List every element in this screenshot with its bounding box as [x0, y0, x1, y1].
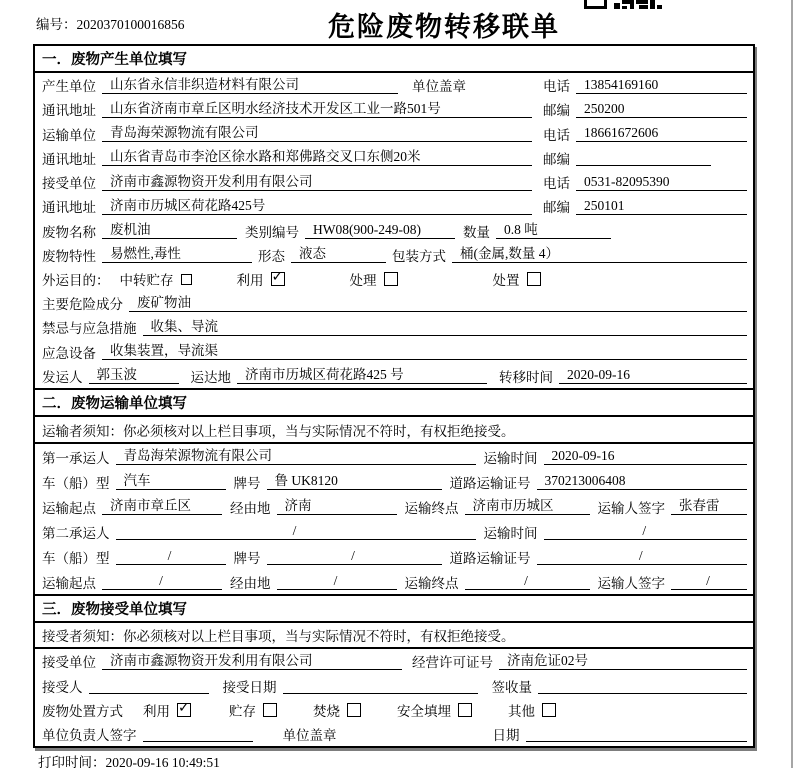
transfer-time-label: 转移时间: [499, 369, 553, 385]
producer-address-label: 通讯地址: [42, 103, 96, 119]
row-transporter-left: [42, 124, 543, 144]
responsible-signature-value: [143, 725, 253, 742]
disposal-option-storage: [229, 700, 277, 720]
vehicle2-license-value: /: [537, 548, 748, 565]
carrier1-label: 第一承运人: [42, 450, 110, 466]
carrier1-value: 青岛海荣源物流有限公司: [116, 448, 476, 465]
receiver-notice-text: 接受者须知：你必须核对以上栏目事项，当与实际情况不符时，有权拒绝接受。: [42, 629, 515, 645]
disposal-option-incinerate: [313, 700, 361, 720]
producer-zip-value: 250200: [576, 101, 747, 118]
transporter-phone-value: 18661672606: [576, 125, 747, 142]
row-accept-unit: [35, 649, 753, 673]
disposal-option-incinerate-checkbox: [347, 703, 361, 717]
shipper-value: 郭玉波: [89, 367, 179, 384]
waste-quantity-label: 数量: [463, 224, 490, 240]
transporter-phone-label: 电话: [543, 127, 570, 143]
equipment-value: 收集装置，导流渠: [102, 343, 747, 360]
destination-label: 运达地: [190, 369, 231, 385]
measures-label: 禁忌与应急措施: [42, 321, 137, 337]
route1-via-value: 济南: [277, 498, 397, 515]
row-receiver-left: [42, 172, 543, 192]
waste-quantity-value: 0.8 吨: [496, 222, 611, 239]
packaging-label: 包装方式: [392, 248, 446, 264]
route1-end-value: 济南市历城区: [465, 498, 590, 515]
vehicle1-license-value: 370213006408: [537, 473, 748, 490]
qr-code-fragment-icon: [584, 0, 662, 9]
disposal-option-storage-label: 贮存: [229, 703, 256, 719]
receiver-phone-value: 0531-82095390: [576, 174, 747, 191]
row-carrier2: [35, 519, 753, 544]
waste-category-value: HW08(900-249-08): [305, 222, 455, 239]
carrier1-time-value: 2020-09-16: [544, 448, 748, 465]
page-title: 危险废物转移联单: [328, 12, 560, 42]
doc-number-label: 编号：: [36, 17, 77, 32]
hazard-label: 主要危险成分: [42, 297, 123, 313]
signed-quantity-label: 签收量: [491, 679, 532, 695]
waste-property-value: 易燃性,毒性: [102, 246, 252, 263]
row-transporter-address-right: [543, 148, 747, 168]
purpose-option-dispose: [493, 269, 541, 289]
route2-sign-label: 运输人签字: [597, 575, 665, 591]
row-emergency-equipment: [35, 340, 753, 364]
section-receiver-header: 三．废物接受单位填写: [35, 596, 753, 623]
purpose-option-treat: [350, 269, 398, 289]
receiver-phone-label: 电话: [543, 176, 570, 192]
receiver-zip-label: 邮编: [543, 200, 570, 216]
carrier2-label: 第二承运人: [42, 525, 110, 541]
row-transporter-right: [543, 124, 747, 144]
purpose-option-transfer-storage-checkbox: [181, 274, 192, 285]
disposal-option-utilize: [143, 700, 191, 720]
operating-license-label: 经营许可证号: [412, 655, 493, 671]
row-waste-name: [35, 218, 753, 242]
transporter-zip-value: [576, 149, 711, 166]
signed-quantity-value: [538, 677, 747, 694]
purpose-option-utilize-checkbox: [271, 272, 285, 286]
purpose-option-treat-checkbox: [384, 272, 398, 286]
receiver-label: 接受单位: [42, 176, 96, 192]
waste-property-label: 废物特性: [42, 248, 96, 264]
section-transporter-header: 二．废物运输单位填写: [35, 390, 753, 417]
print-time-label: 打印时间：: [38, 755, 106, 768]
transporter-zip-label: 邮编: [543, 151, 570, 167]
row-vehicle1: [35, 469, 753, 494]
vehicle2-type-value: /: [116, 548, 226, 565]
measures-value: 收集、导流: [143, 319, 748, 336]
row-receiver: [35, 170, 753, 194]
route2-sign-value: /: [671, 573, 747, 590]
purpose-label: 外运目的：: [42, 272, 110, 288]
hazard-value: 废矿物油: [129, 295, 747, 312]
transfer-manifest-form: [33, 44, 755, 748]
carrier2-value: /: [116, 523, 476, 540]
row-route2: [35, 569, 753, 594]
row-emergency-measures: [35, 315, 753, 339]
disposal-option-utilize-label: 利用: [143, 703, 170, 719]
print-time-value: 2020-09-16 10:49:51: [105, 755, 220, 768]
producer-phone-label: 电话: [543, 79, 570, 95]
vehicle1-type-label: 车（船）型: [42, 475, 110, 491]
route1-sign-value: 张春雷: [671, 498, 747, 515]
transfer-time-value: 2020-09-16: [559, 367, 747, 384]
doc-number-value: 2020370100016856: [76, 17, 185, 32]
disposal-option-other-label: 其他: [508, 703, 535, 719]
page-right-edge-divider: [791, 0, 793, 768]
print-time: [38, 751, 220, 768]
section-receiver: [35, 594, 753, 746]
accept-unit-value: 济南市鑫源物资开发利用有限公司: [102, 653, 402, 670]
purpose-option-transfer-storage-label: 中转贮存: [119, 272, 174, 288]
disposal-option-storage-checkbox: [263, 703, 277, 717]
waste-form-value: 液态: [291, 246, 386, 263]
carrier2-time-value: /: [544, 523, 748, 540]
producer-address-value: 山东省济南市章丘区明水经济技术开发区工业一路501号: [102, 101, 532, 118]
row-receiver-right: [543, 172, 747, 192]
row-producer-left: [42, 75, 543, 95]
producer-label: 产生单位: [42, 79, 96, 95]
route1-via-label: 经由地: [230, 500, 271, 516]
vehicle2-plate-value: /: [267, 548, 442, 565]
operating-license-value: 济南危证02号: [499, 653, 747, 670]
producer-zip-label: 邮编: [543, 103, 570, 119]
vehicle1-license-label: 道路运输证号: [449, 475, 531, 491]
transporter-label: 运输单位: [42, 127, 96, 143]
row-shipper: [35, 364, 753, 388]
row-producer-right: [543, 75, 747, 95]
vehicle1-plate-label: 牌号: [233, 475, 261, 491]
row-transporter: [35, 121, 753, 145]
transporter-address-label: 通讯地址: [42, 151, 96, 167]
row-hazard-component: [35, 291, 753, 315]
packaging-value: 桶(金属,数量 4）: [452, 246, 747, 263]
route2-start-label: 运输起点: [42, 575, 96, 591]
waste-category-label: 类别编号: [245, 224, 299, 240]
row-producer: [35, 73, 753, 97]
row-vehicle2: [35, 544, 753, 569]
row-receiver-address-right: [543, 196, 747, 216]
row-acceptor: [35, 673, 753, 697]
route1-start-value: 济南市章丘区: [102, 498, 222, 515]
route2-via-label: 经由地: [230, 575, 271, 591]
carrier1-time-label: 运输时间: [483, 450, 538, 466]
disposal-option-landfill-checkbox: [458, 703, 472, 717]
transporter-value: 青岛海荣源物流有限公司: [102, 125, 532, 142]
row-receiver-notice: [35, 623, 753, 649]
route2-end-label: 运输终点: [404, 575, 459, 591]
acceptor-label: 接受人: [42, 679, 83, 695]
row-producer-address-left: [42, 99, 543, 119]
responsible-signature-label: 单位负责人签字: [42, 727, 137, 743]
unit-seal-label: 单位盖章: [282, 727, 337, 743]
purpose-option-dispose-checkbox: [527, 272, 541, 286]
section-producer-header: 一．废物产生单位填写: [35, 46, 753, 73]
purpose-option-utilize-label: 利用: [236, 272, 264, 288]
disposal-option-utilize-checkbox: [177, 703, 191, 717]
shipper-label: 发运人: [42, 369, 83, 385]
equipment-label: 应急设备: [42, 345, 96, 361]
route1-sign-label: 运输人签字: [597, 500, 665, 516]
row-disposal-method: [35, 698, 753, 722]
vehicle2-plate-label: 牌号: [233, 550, 261, 566]
purpose-option-transfer-storage: [120, 269, 192, 289]
disposal-option-incinerate-label: 焚烧: [313, 703, 340, 719]
receiver-zip-value: 250101: [576, 198, 747, 215]
section-transporter: [35, 388, 753, 594]
sign-date-value: [526, 725, 748, 742]
vehicle1-type-value: 汽车: [116, 473, 226, 490]
section-producer: [35, 46, 753, 388]
accept-date-label: 接受日期: [222, 679, 277, 695]
carrier2-time-label: 运输时间: [483, 525, 538, 541]
disposal-option-other-checkbox: [542, 703, 556, 717]
row-transfer-purpose: [35, 267, 753, 291]
transporter-address-value: 山东省青岛市李沧区徐水路和郑佛路交叉口东侧20米: [102, 149, 532, 166]
transporter-notice-text: 运输者须知：你必须核对以上栏目事项，当与实际情况不符时，有权拒绝接受。: [42, 423, 515, 439]
accept-date-value: [283, 677, 478, 694]
row-route1: [35, 494, 753, 519]
receiver-address-label: 通讯地址: [42, 200, 96, 216]
row-transporter-address-left: [42, 148, 543, 168]
vehicle2-type-label: 车（船）型: [42, 550, 110, 566]
vehicle2-license-label: 道路运输证号: [449, 550, 531, 566]
row-responsible-signature: [35, 722, 753, 746]
producer-value: 山东省永信非织造材料有限公司: [102, 77, 398, 94]
receiver-value: 济南市鑫源物资开发利用有限公司: [102, 174, 532, 191]
acceptor-value: [89, 677, 209, 694]
sign-date-label: 日期: [492, 727, 520, 743]
row-producer-address-right: [543, 99, 747, 119]
destination-value: 济南市历城区荷花路425 号: [237, 367, 487, 384]
purpose-option-treat-label: 处理: [349, 272, 377, 288]
route2-end-value: /: [465, 573, 590, 590]
row-waste-property: [35, 243, 753, 267]
row-transporter-address: [35, 146, 753, 170]
row-producer-address: [35, 97, 753, 121]
row-carrier1: [35, 444, 753, 469]
disposal-option-other: [508, 700, 556, 720]
waste-form-label: 形态: [258, 248, 285, 264]
route2-start-value: /: [102, 573, 222, 590]
receiver-address-value: 济南市历城区荷花路425号: [102, 198, 532, 215]
disposal-option-landfill-label: 安全填埋: [397, 703, 451, 719]
disposal-option-landfill: [397, 700, 472, 720]
route1-end-label: 运输终点: [404, 500, 459, 516]
accept-unit-label: 接受单位: [42, 655, 96, 671]
purpose-option-utilize: [237, 269, 285, 289]
waste-name-label: 废物名称: [42, 224, 96, 240]
disposal-method-label: 废物处置方式: [42, 703, 123, 719]
producer-phone-value: 13854169160: [576, 77, 747, 94]
route2-via-value: /: [277, 573, 397, 590]
producer-seal-label: 单位盖章: [412, 79, 466, 95]
purpose-option-dispose-label: 处置: [492, 272, 520, 288]
waste-name-value: 废机油: [102, 222, 237, 239]
row-receiver-address-left: [42, 196, 543, 216]
route1-start-label: 运输起点: [42, 500, 96, 516]
row-transporter-notice: [35, 417, 753, 444]
vehicle1-plate-value: 鲁 UK8120: [267, 473, 442, 490]
row-receiver-address: [35, 194, 753, 218]
